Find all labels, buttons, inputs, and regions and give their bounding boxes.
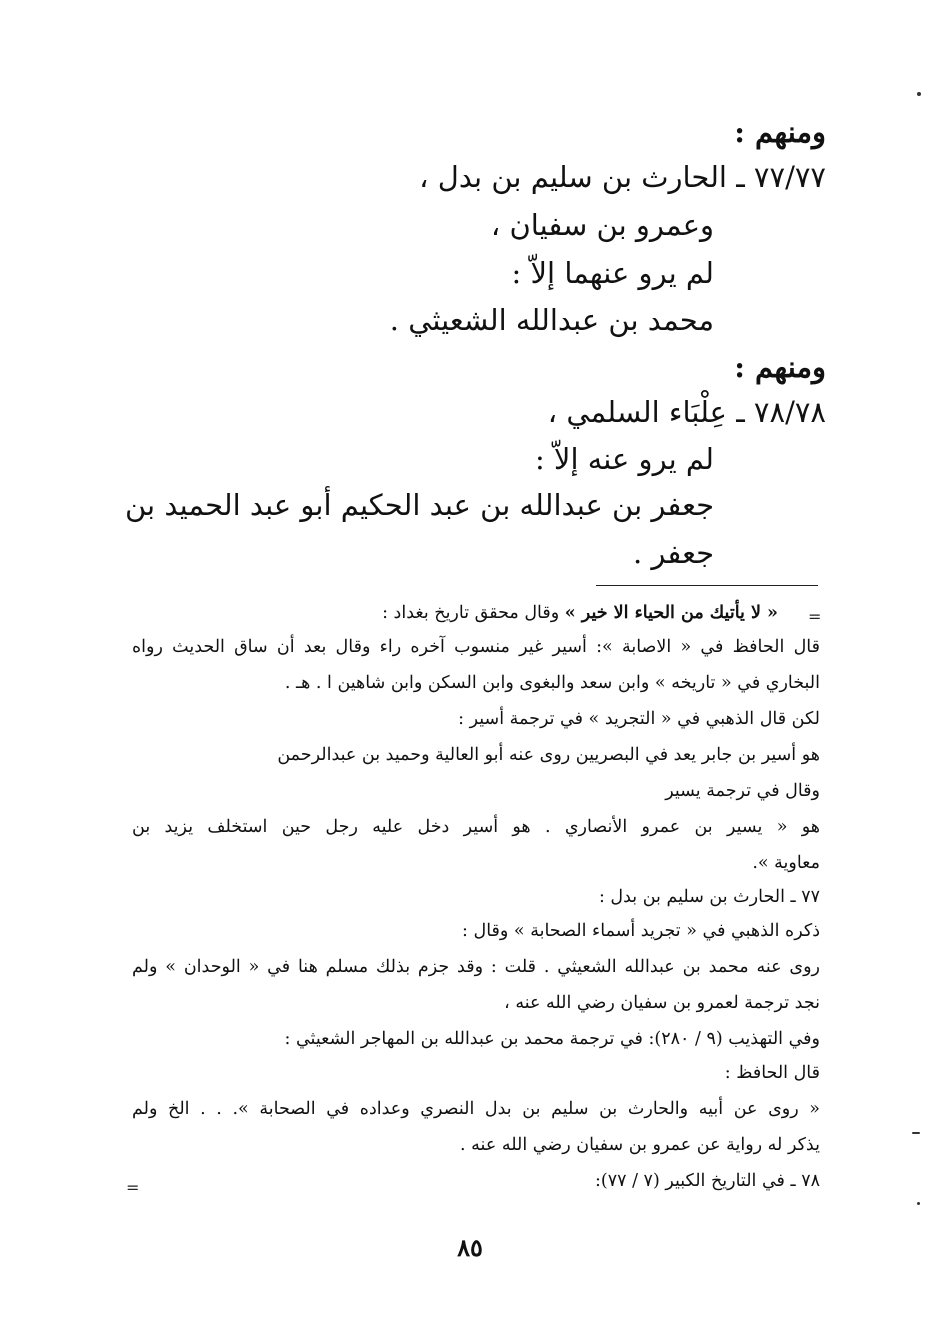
footnote-continuation-marker-bottom: = [126, 1178, 140, 1197]
entry-78-line-3: جعفر بن عبدالله بن عبد الحكيم أبو عبد الحميد بن [124, 488, 714, 522]
entry-77-line-4: محمد بن عبدالله الشعيثي . [389, 303, 714, 337]
footnote-line-2: البخاري في « تاريخه » وابن سعد والبغوى وابن السكن وابن شاهين ا . هـ . [284, 673, 820, 693]
section-heading-1: ومنهم : [734, 115, 826, 149]
footnote-line-0: « لا يأتيك من الحياء الا خير » وقال محقق تاريخ بغداد : [382, 603, 778, 623]
entry-77-line-2: وعمرو بن سفيان ، [490, 208, 714, 242]
footnote-continuation-marker-top: = [808, 607, 822, 626]
scan-speck [917, 1202, 920, 1205]
footnote-line-5: وقال في ترجمة يسير [665, 781, 820, 801]
scan-speck [917, 92, 921, 96]
footnote-line-14: « روى عن أبيه والحارث بن سليم بن بدل النصري وعداده في الصحابة ». . . الخ ولم [132, 1099, 820, 1119]
footnote-line-3: لكن قال الذهبي في « التجريد » في ترجمة أسير : [458, 709, 820, 729]
footnote-entry-78: ٧٨ ـ في التاريخ الكبير (٧ / ٧٧): [594, 1171, 820, 1191]
entry-78-line-2: لم يرو عنه إلاّ : [534, 442, 714, 476]
footnote-line-12: وفي التهذيب (٩ / ٢٨٠): في ترجمة محمد بن عبدالله بن المهاجر الشعيثي : [284, 1029, 820, 1049]
footnote-line-15: يذكر له رواية عن عمرو بن سفيان رضي الله عنه . [460, 1135, 820, 1155]
page-number: ٨٥ [457, 1233, 483, 1262]
footnote-line-7: معاوية ». [752, 853, 820, 873]
footnote-separator [596, 585, 818, 586]
footnote-line-6: هو « يسير بن عمرو الأنصاري . هو أسير دخل عليه رجل حين استخلف يزيد بن [132, 817, 820, 837]
entry-77-heading: ٧٧/٧٧ ـ الحارث بن سليم بن بدل ، [419, 160, 826, 194]
quoted-saying: « لا يأتيك من الحياء الا خير » [564, 603, 778, 623]
footnote-line-10: روى عنه محمد بن عبدالله الشعيثي . قلت : وقد جزم بذلك مسلم هنا في « الوحدان » ولم [132, 957, 820, 977]
entry-78-heading: ٧٨/٧٨ ـ عِلْبَاء السلمي ، [547, 395, 826, 429]
footnote-line-13: قال الحافظ : [724, 1063, 820, 1083]
footnote-entry-77: ٧٧ ـ الحارث بن سليم بن بدل : [598, 887, 820, 907]
footnote-line-9: ذكره الذهبي في « تجريد أسماء الصحابة » وقال : [462, 921, 820, 941]
entry-77-line-3: لم يرو عنهما إلاّ : [511, 256, 714, 290]
scan-speck [912, 1132, 920, 1134]
entry-78-line-4: جعفر . [632, 536, 714, 570]
footnote-line-4: هو أسير بن جابر يعد في البصريين روى عنه أبو العالية وحميد بن عبدالرحمن [277, 745, 820, 765]
footnote-line-1: قال الحافظ في « الاصابة »: أسير غير منسوب آخره راء وقال بعد أن ساق الحديث رواه [132, 637, 820, 657]
footnote-line-11: نجد ترجمة لعمرو بن سفيان رضي الله عنه ، [504, 993, 820, 1013]
section-heading-2: ومنهم : [734, 350, 826, 384]
